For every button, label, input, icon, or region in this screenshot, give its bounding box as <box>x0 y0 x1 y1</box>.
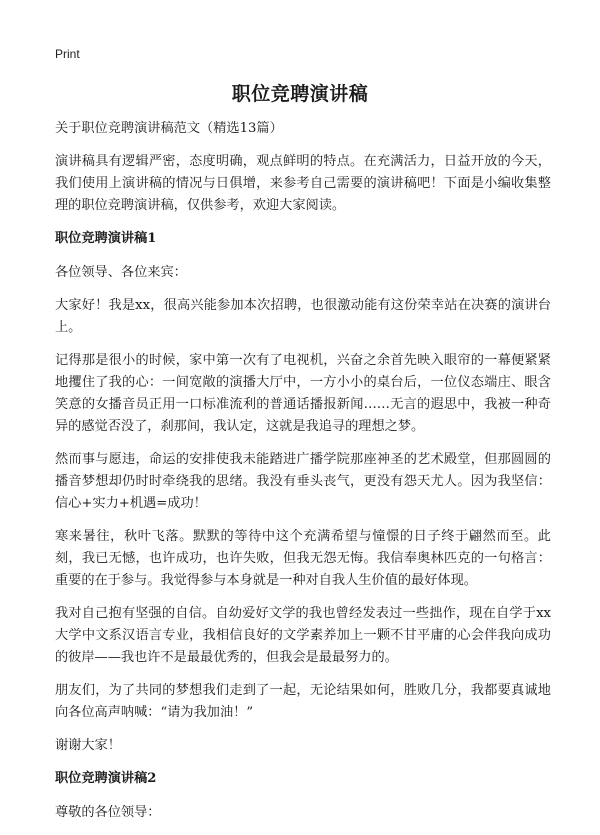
section-heading-1: 职位竞聘演讲稿1 <box>55 231 157 246</box>
closing-paragraph: 谢谢大家！ <box>55 738 121 753</box>
article-subtitle: 关于职位竞聘演讲稿范文（精选13篇） <box>55 121 283 136</box>
intro-paragraph: 演讲稿具有逻辑严密，态度明确，观点鲜明的特点。在充满活力，日益开放的今天，我们使用上演讲稿的情况与日俱增，来参考自己需要的演讲稿吧！下面是小编收集整理的职位竞聘演讲稿，仅供参考，欢迎大家阅读。 <box>55 154 551 213</box>
section-heading-2: 职位竞聘演讲稿2 <box>55 771 157 786</box>
print-link[interactable]: Print <box>55 47 80 61</box>
greeting-paragraph: 尊敬的各位领导： <box>55 805 161 820</box>
body-paragraph: 然而事与愿违，命运的安排使我未能踏进广播学院那座神圣的艺术殿堂，但那圆圆的播音梦想却仍时时牵绕我的思绪。我没有垂头丧气，更没有怨天尤人。因为我坚信：信心+实力+机遇=成功！ <box>55 452 551 511</box>
greeting-paragraph: 各位领导、各位来宾： <box>55 265 187 280</box>
body-paragraph: 我对自己抱有坚强的自信。自幼爱好文学的我也曾经发表过一些拙作，现在自学于xx大学中文系汉语言专业，我相信良好的文学素养加上一颗不甘平庸的心会伴我向成功的彼岸——我也许不是最最优秀的，但我会是最最努力的。 <box>55 606 551 665</box>
article-body <box>55 118 551 835</box>
body-paragraph: 大家好！我是xx，很高兴能参加本次招聘，也很激动能有这份荣幸站在决赛的演讲台上。 <box>55 298 551 335</box>
body-paragraph: 寒来暑往，秋叶飞落。默默的等待中这个充满希望与憧憬的日子终于翩然而至。此刻，我已无憾，也许成功，也许失败，但我无怨无悔。我信奉奥林匹克的一句格言：重要的在于参与。我觉得参与本身就是一种对自我人生价值的最好体现。 <box>55 529 551 588</box>
body-paragraph: 朋友们，为了共同的梦想我们走到了一起，无论结果如何，胜败几分，我都要真诚地向各位高声呐喊：“请为我加油！” <box>55 683 551 720</box>
body-paragraph: 记得那是很小的时候，家中第一次有了电视机，兴奋之余首先映入眼帘的一幕便紧紧地攫住了我的心：一间宽敞的演播大厅中，一方小小的桌台后，一位仪态端庄、眼含笑意的女播音员正用一口标准流利的普通话播报新闻……无言的遐思中，我被一种奇异的感觉否没了，刹那间，我认定，这就是我追寻的理想之梦。 <box>55 353 551 434</box>
page-title: 职位竞聘演讲稿 <box>231 83 369 105</box>
